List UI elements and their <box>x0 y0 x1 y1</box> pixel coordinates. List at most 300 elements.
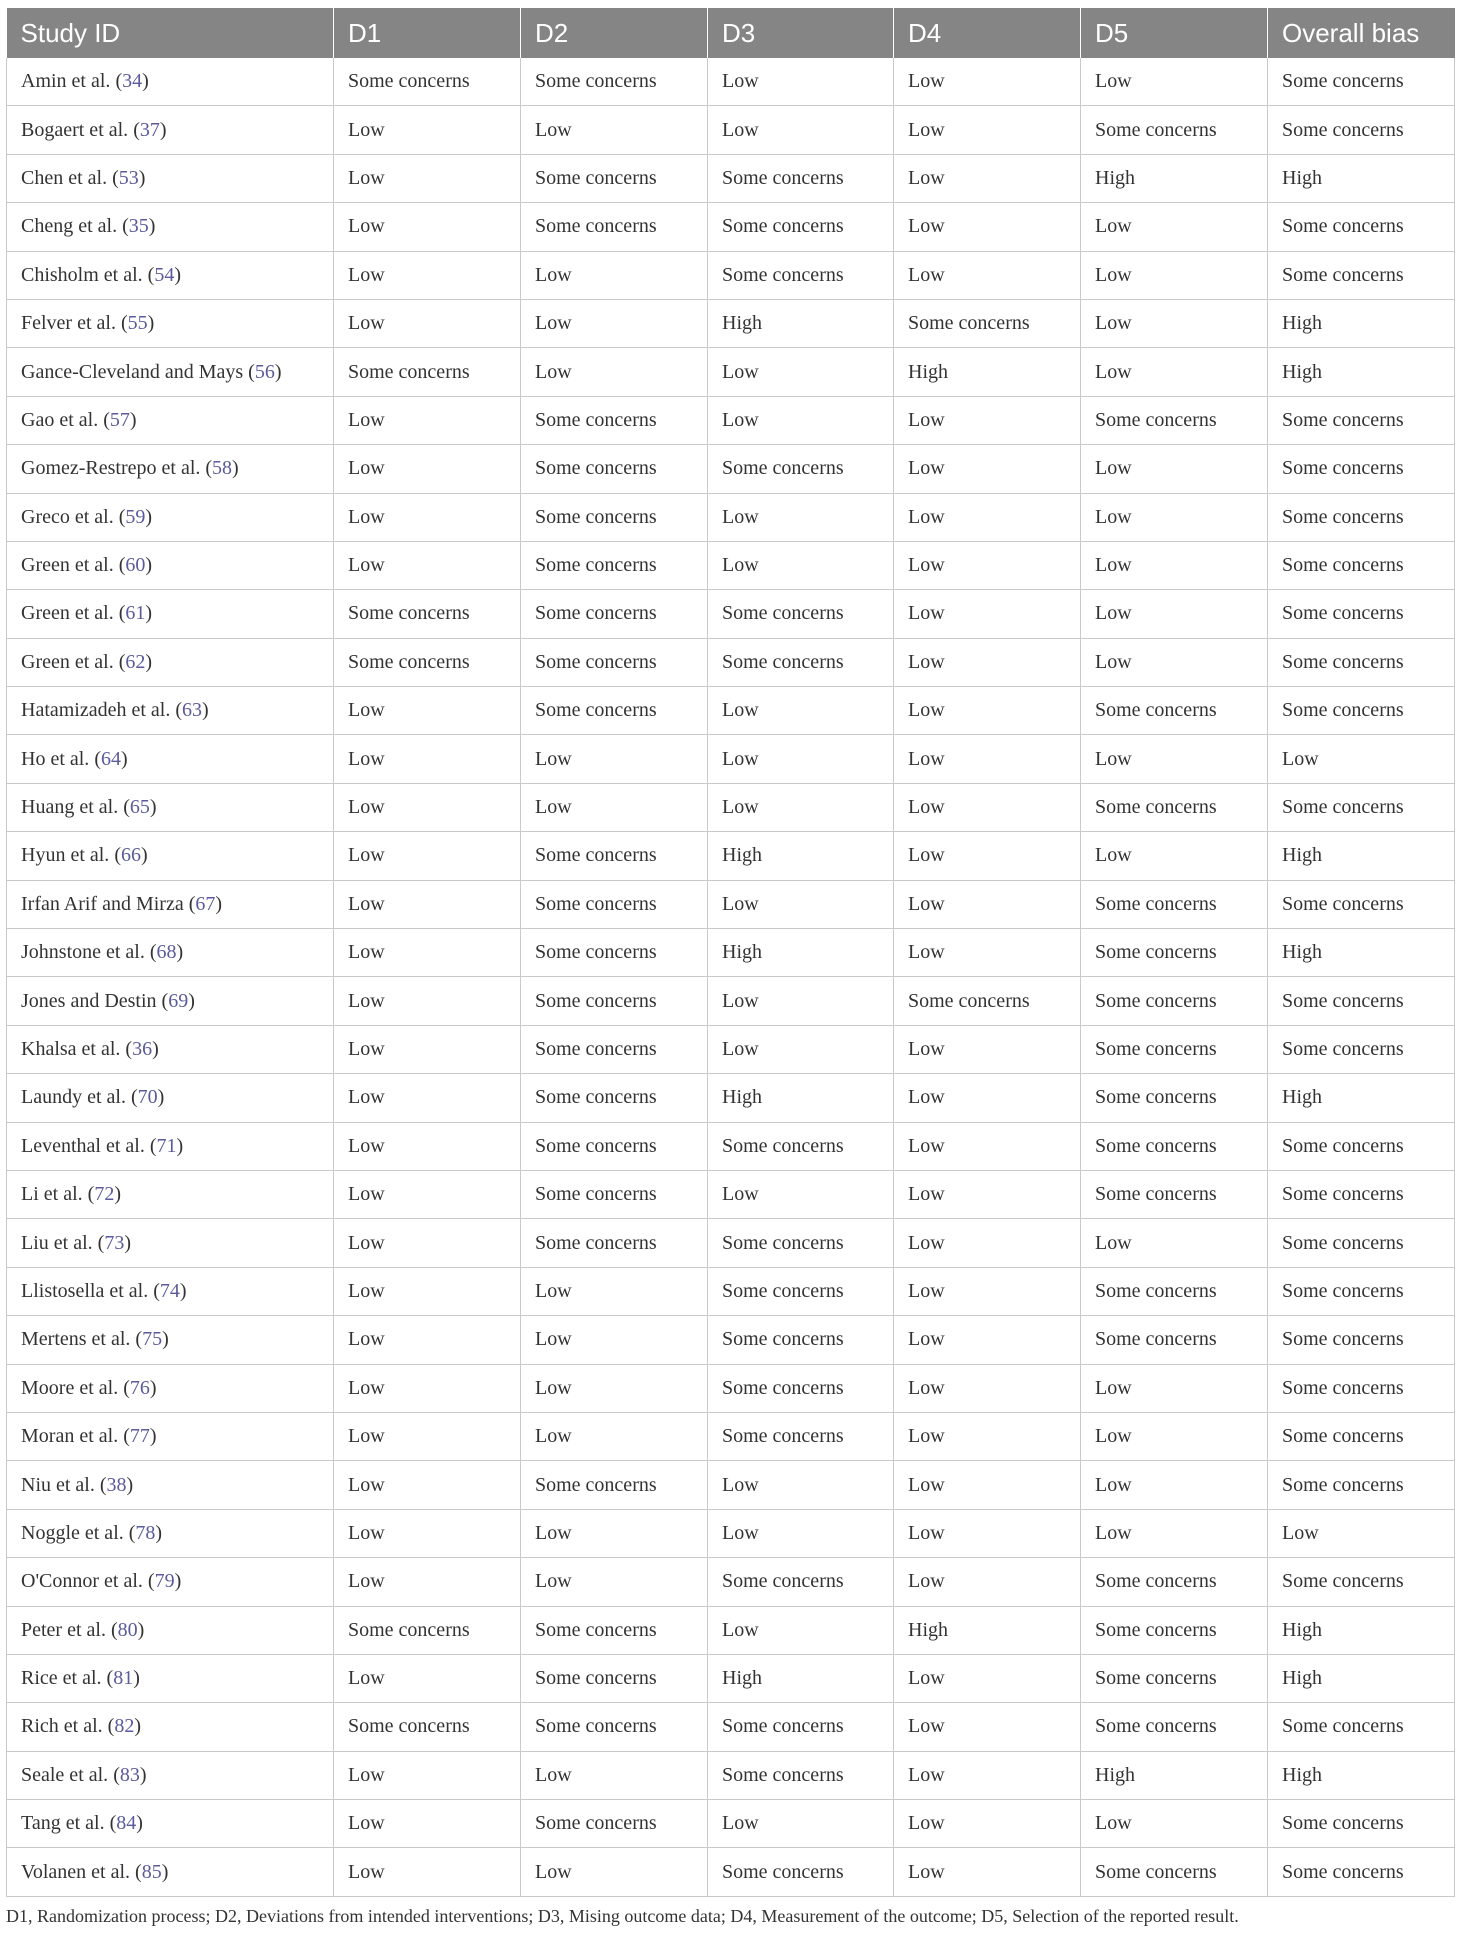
study-name: Greco et al. <box>21 505 114 528</box>
cell-overall-bias: Some concerns <box>1268 541 1455 589</box>
reference-link[interactable]: 70 <box>137 1086 158 1109</box>
table-row <box>7 1848 1455 1896</box>
cell-d3: Low <box>708 1025 894 1073</box>
cell-study-id: Jones and Destin (69) <box>7 977 334 1025</box>
cell-study-id: Johnstone et al. (68) <box>7 929 334 977</box>
cell-d1: Low <box>334 541 521 589</box>
cell-d5: Some concerns <box>1081 1074 1268 1122</box>
cell-d3: Some concerns <box>708 251 894 299</box>
reference-link[interactable]: 85 <box>141 1860 162 1883</box>
cell-d1: Low <box>334 880 521 928</box>
cell-overall-bias: Low <box>1268 1509 1455 1557</box>
cell-d5: Low <box>1081 1800 1268 1848</box>
cell-overall-bias: Some concerns <box>1268 977 1455 1025</box>
cell-d1: Low <box>334 1412 521 1460</box>
cell-d2: Some concerns <box>521 58 708 106</box>
cell-d5: Low <box>1081 1364 1268 1412</box>
cell-d3: Some concerns <box>708 590 894 638</box>
cell-overall-bias: High <box>1268 832 1455 880</box>
cell-d4: Low <box>894 493 1081 541</box>
cell-d2: Some concerns <box>521 203 708 251</box>
table-row <box>7 929 1455 977</box>
study-name: Jones and Destin <box>21 989 157 1012</box>
study-name: Volanen et al. <box>21 1860 131 1883</box>
cell-study-id: Green et al. (60) <box>7 541 334 589</box>
table-row <box>7 203 1455 251</box>
table-row <box>7 154 1455 202</box>
table-row <box>7 1461 1455 1509</box>
cell-d5: Some concerns <box>1081 1703 1268 1751</box>
table-row <box>7 493 1455 541</box>
reference-link[interactable]: 84 <box>116 1812 137 1835</box>
cell-d3: Low <box>708 1461 894 1509</box>
cell-overall-bias: High <box>1268 1074 1455 1122</box>
study-name: Mertens et al. <box>21 1328 131 1351</box>
cell-d2: Some concerns <box>521 1122 708 1170</box>
cell-d2: Low <box>521 1558 708 1606</box>
cell-d1: Low <box>334 251 521 299</box>
cell-d2: Some concerns <box>521 832 708 880</box>
cell-study-id: Tang et al. (84) <box>7 1800 334 1848</box>
cell-d2: Some concerns <box>521 1606 708 1654</box>
cell-d3: Low <box>708 1170 894 1218</box>
study-name: Bogaert et al. <box>21 118 129 141</box>
cell-d5: Some concerns <box>1081 1606 1268 1654</box>
cell-d4: Low <box>894 1074 1081 1122</box>
cell-overall-bias: Some concerns <box>1268 1316 1455 1364</box>
cell-d2: Some concerns <box>521 977 708 1025</box>
cell-overall-bias: Some concerns <box>1268 638 1455 686</box>
study-name: Laundy et al. <box>21 1086 126 1109</box>
cell-d5: Low <box>1081 1412 1268 1460</box>
table-row <box>7 880 1455 928</box>
cell-overall-bias: Some concerns <box>1268 396 1455 444</box>
study-name: Hyun et al. <box>21 844 110 867</box>
cell-overall-bias: Some concerns <box>1268 1412 1455 1460</box>
reference-link[interactable]: 36 <box>132 1038 153 1060</box>
table-row <box>7 977 1455 1025</box>
cell-overall-bias: Some concerns <box>1268 783 1455 831</box>
cell-d5: Low <box>1081 735 1268 783</box>
cell-d4: Low <box>894 590 1081 638</box>
reference-link[interactable]: 58 <box>212 457 233 480</box>
cell-d4: Low <box>894 783 1081 831</box>
cell-study-id: Li et al. (72) <box>7 1170 334 1218</box>
reference-link[interactable]: 53 <box>118 166 139 189</box>
cell-d4: Low <box>894 1848 1081 1896</box>
cell-d1: Low <box>334 977 521 1025</box>
cell-d4: Low <box>894 1219 1081 1267</box>
cell-d3: Some concerns <box>708 1558 894 1606</box>
cell-d5: High <box>1081 1751 1268 1799</box>
table-row <box>7 1751 1455 1799</box>
table-footnote: D1, Randomization process; D2, Deviations from intended interventions; D3, Mising outcome data; D4, Measurement of the outcome; D5, Selection of the reported result. <box>6 1906 1239 1926</box>
cell-d2: Some concerns <box>521 1654 708 1702</box>
table-row <box>7 251 1455 299</box>
cell-d4: Low <box>894 154 1081 202</box>
cell-d1: Some concerns <box>334 638 521 686</box>
cell-d5: Some concerns <box>1081 1654 1268 1702</box>
cell-d5: Low <box>1081 638 1268 686</box>
table-row <box>7 1412 1455 1460</box>
table-row <box>7 1316 1455 1364</box>
cell-d3: High <box>708 299 894 347</box>
cell-d2: Low <box>521 106 708 154</box>
cell-d5: Low <box>1081 299 1268 347</box>
cell-d5: Some concerns <box>1081 929 1268 977</box>
study-name: Ho et al. <box>21 747 90 770</box>
reference-link[interactable]: 64 <box>100 747 121 770</box>
reference-link[interactable]: 78 <box>135 1521 156 1544</box>
cell-d2: Low <box>521 1412 708 1460</box>
cell-study-id: Mertens et al. (75) <box>7 1316 334 1364</box>
table-row <box>7 541 1455 589</box>
reference-link[interactable]: 80 <box>117 1618 138 1641</box>
cell-d3: High <box>708 832 894 880</box>
cell-d4: Low <box>894 541 1081 589</box>
cell-d5: Some concerns <box>1081 1267 1268 1315</box>
cell-overall-bias: Some concerns <box>1268 445 1455 493</box>
table-row <box>7 106 1455 154</box>
cell-overall-bias: High <box>1268 1751 1455 1799</box>
cell-d5: Low <box>1081 348 1268 396</box>
cell-d5: Some concerns <box>1081 1848 1268 1896</box>
cell-study-id: Ho et al. (64) <box>7 735 334 783</box>
cell-d1: Low <box>334 1219 521 1267</box>
cell-study-id: Khalsa et al. (36) <box>7 1025 334 1073</box>
cell-d5: Some concerns <box>1081 880 1268 928</box>
cell-study-id: Irfan Arif and Mirza (67) <box>7 880 334 928</box>
cell-d1: Low <box>334 203 521 251</box>
cell-study-id: Greco et al. (59) <box>7 493 334 541</box>
study-name: Li et al. <box>21 1183 83 1206</box>
reference-link[interactable]: 59 <box>125 505 146 528</box>
cell-overall-bias: High <box>1268 1654 1455 1702</box>
reference-link[interactable]: 60 <box>125 554 146 577</box>
study-name: Felver et al. <box>21 312 116 335</box>
study-name: Niu et al. <box>21 1473 95 1496</box>
reference-link[interactable]: 56 <box>254 360 275 383</box>
cell-d4: Low <box>894 106 1081 154</box>
cell-d4: Low <box>894 1509 1081 1557</box>
table-row <box>7 1558 1455 1606</box>
study-name: Gao et al. <box>21 408 99 431</box>
cell-d2: Some concerns <box>521 880 708 928</box>
cell-d1: Low <box>334 687 521 735</box>
cell-d2: Some concerns <box>521 687 708 735</box>
cell-d2: Low <box>521 1316 708 1364</box>
table-row <box>7 1654 1455 1702</box>
cell-d1: Some concerns <box>334 348 521 396</box>
study-name: Huang et al. <box>21 796 119 819</box>
cell-d5: Low <box>1081 58 1268 106</box>
study-name: O'Connor et al. <box>21 1570 143 1593</box>
cell-d4: Low <box>894 735 1081 783</box>
cell-study-id: Green et al. (62) <box>7 638 334 686</box>
cell-overall-bias: Some concerns <box>1268 1170 1455 1218</box>
cell-d4: Low <box>894 1461 1081 1509</box>
cell-overall-bias: Some concerns <box>1268 106 1455 154</box>
cell-study-id: Hatamizadeh et al. (63) <box>7 687 334 735</box>
cell-study-id: Bogaert et al. (37) <box>7 106 334 154</box>
reference-link[interactable]: 57 <box>109 408 130 431</box>
reference-link[interactable]: 76 <box>129 1376 150 1399</box>
cell-d3: Low <box>708 1509 894 1557</box>
cell-d4: Low <box>894 1558 1081 1606</box>
cell-d3: Some concerns <box>708 1364 894 1412</box>
header-row <box>7 8 1455 58</box>
cell-d2: Some concerns <box>521 1170 708 1218</box>
cell-d5: Some concerns <box>1081 396 1268 444</box>
table-body <box>7 58 1455 1896</box>
cell-d5: Some concerns <box>1081 1025 1268 1073</box>
reference-link[interactable]: 38 <box>106 1473 127 1496</box>
reference-link[interactable]: 62 <box>125 650 146 673</box>
table-row <box>7 832 1455 880</box>
cell-overall-bias: Some concerns <box>1268 1267 1455 1315</box>
cell-d5: Low <box>1081 493 1268 541</box>
cell-d4: Low <box>894 1800 1081 1848</box>
study-name: Chisholm et al. <box>21 263 143 286</box>
cell-study-id: Hyun et al. (66) <box>7 832 334 880</box>
study-name: Green et al. <box>21 554 114 577</box>
study-name: Green et al. <box>21 602 114 625</box>
table-row <box>7 1509 1455 1557</box>
cell-d3: Low <box>708 977 894 1025</box>
cell-d4: Low <box>894 880 1081 928</box>
cell-study-id: Laundy et al. (70) <box>7 1074 334 1122</box>
cell-d2: Some concerns <box>521 929 708 977</box>
cell-overall-bias: High <box>1268 299 1455 347</box>
cell-d4: Low <box>894 203 1081 251</box>
cell-d4: High <box>894 348 1081 396</box>
cell-d2: Some concerns <box>521 154 708 202</box>
cell-d2: Some concerns <box>521 1219 708 1267</box>
table-row <box>7 590 1455 638</box>
study-name: Noggle et al. <box>21 1521 124 1544</box>
reference-link[interactable]: 55 <box>127 312 148 335</box>
study-name: Tang et al. <box>21 1812 105 1835</box>
reference-link[interactable]: 74 <box>159 1279 180 1302</box>
risk-of-bias-table <box>6 8 1455 1897</box>
cell-d5: Low <box>1081 251 1268 299</box>
cell-d3: Low <box>708 1800 894 1848</box>
study-name: Khalsa et al. <box>21 1038 121 1060</box>
header-d1: D1 <box>334 8 521 58</box>
reference-link[interactable]: 81 <box>113 1667 134 1690</box>
cell-overall-bias: Some concerns <box>1268 493 1455 541</box>
cell-d3: Some concerns <box>708 1751 894 1799</box>
table-row <box>7 1267 1455 1315</box>
cell-d3: Low <box>708 58 894 106</box>
study-name: Peter et al. <box>21 1618 106 1641</box>
cell-study-id: Gance-Cleveland and Mays (56) <box>7 348 334 396</box>
table-row <box>7 1219 1455 1267</box>
cell-d5: Low <box>1081 590 1268 638</box>
study-name: Gance-Cleveland and Mays <box>21 360 244 383</box>
study-name: Moran et al. <box>21 1425 119 1448</box>
cell-d1: Low <box>334 929 521 977</box>
cell-d1: Low <box>334 1364 521 1412</box>
cell-d4: High <box>894 1606 1081 1654</box>
reference-link[interactable]: 79 <box>154 1570 175 1593</box>
cell-d3: Low <box>708 348 894 396</box>
cell-d4: Low <box>894 1025 1081 1073</box>
header-d2: D2 <box>521 8 708 58</box>
cell-d3: Low <box>708 396 894 444</box>
table-header <box>7 8 1455 58</box>
study-name: Leventhal et al. <box>21 1134 145 1157</box>
cell-d3: Low <box>708 106 894 154</box>
cell-study-id: Amin et al. (34) <box>7 58 334 106</box>
cell-d1: Low <box>334 1751 521 1799</box>
cell-study-id: Chen et al. (53) <box>7 154 334 202</box>
cell-d4: Some concerns <box>894 977 1081 1025</box>
reference-link[interactable]: 72 <box>94 1183 115 1206</box>
cell-d1: Low <box>334 832 521 880</box>
cell-d2: Some concerns <box>521 590 708 638</box>
cell-overall-bias: Low <box>1268 735 1455 783</box>
cell-d4: Low <box>894 1412 1081 1460</box>
reference-link[interactable]: 61 <box>125 602 146 625</box>
table-row <box>7 396 1455 444</box>
cell-d2: Some concerns <box>521 638 708 686</box>
cell-study-id: Gomez-Restrepo et al. (58) <box>7 445 334 493</box>
cell-overall-bias: Some concerns <box>1268 1703 1455 1751</box>
cell-d1: Low <box>334 1848 521 1896</box>
cell-overall-bias: Some concerns <box>1268 1461 1455 1509</box>
cell-d2: Some concerns <box>521 1703 708 1751</box>
cell-d1: Some concerns <box>334 590 521 638</box>
reference-link[interactable]: 66 <box>120 844 141 867</box>
cell-d2: Low <box>521 1751 708 1799</box>
cell-d4: Low <box>894 1364 1081 1412</box>
cell-d5: Some concerns <box>1081 1122 1268 1170</box>
cell-d5: Low <box>1081 541 1268 589</box>
table-row <box>7 1122 1455 1170</box>
cell-study-id: Moore et al. (76) <box>7 1364 334 1412</box>
cell-d1: Some concerns <box>334 58 521 106</box>
reference-link[interactable]: 77 <box>129 1425 150 1448</box>
cell-d3: High <box>708 929 894 977</box>
study-name: Johnstone et al. <box>21 941 145 964</box>
reference-link[interactable]: 73 <box>104 1231 125 1254</box>
cell-overall-bias: Some concerns <box>1268 203 1455 251</box>
table-row <box>7 1074 1455 1122</box>
cell-study-id: Noggle et al. (78) <box>7 1509 334 1557</box>
cell-d2: Low <box>521 1364 708 1412</box>
cell-study-id: Seale et al. (83) <box>7 1751 334 1799</box>
reference-link[interactable]: 75 <box>142 1328 163 1351</box>
cell-d1: Low <box>334 154 521 202</box>
cell-overall-bias: Some concerns <box>1268 1848 1455 1896</box>
table-row <box>7 1606 1455 1654</box>
cell-d5: High <box>1081 154 1268 202</box>
cell-overall-bias: Some concerns <box>1268 58 1455 106</box>
reference-link[interactable]: 34 <box>122 70 143 93</box>
cell-study-id: Volanen et al. (85) <box>7 1848 334 1896</box>
reference-link[interactable]: 37 <box>139 118 160 141</box>
study-name: Irfan Arif and Mirza <box>21 892 184 915</box>
cell-d3: Low <box>708 493 894 541</box>
cell-d3: Some concerns <box>708 1412 894 1460</box>
cell-overall-bias: Some concerns <box>1268 687 1455 735</box>
reference-link[interactable]: 83 <box>119 1763 140 1786</box>
cell-d1: Low <box>334 1025 521 1073</box>
reference-link[interactable]: 69 <box>168 989 189 1012</box>
table-row <box>7 58 1455 106</box>
table-row <box>7 783 1455 831</box>
cell-d2: Low <box>521 299 708 347</box>
cell-d5: Low <box>1081 1509 1268 1557</box>
cell-d4: Low <box>894 396 1081 444</box>
reference-link[interactable]: 68 <box>156 941 177 964</box>
reference-link[interactable]: 35 <box>128 215 149 238</box>
cell-d2: Low <box>521 1509 708 1557</box>
cell-d5: Some concerns <box>1081 1316 1268 1364</box>
cell-d3: Low <box>708 735 894 783</box>
cell-d3: Low <box>708 541 894 589</box>
header-overall-bias: Overall bias <box>1268 8 1455 58</box>
cell-d1: Low <box>334 1461 521 1509</box>
cell-d1: Low <box>334 106 521 154</box>
cell-d4: Some concerns <box>894 299 1081 347</box>
cell-study-id: Huang et al. (65) <box>7 783 334 831</box>
reference-link[interactable]: 63 <box>182 699 203 722</box>
cell-d4: Low <box>894 1654 1081 1702</box>
study-name: Green et al. <box>21 650 114 673</box>
cell-overall-bias: Some concerns <box>1268 1219 1455 1267</box>
cell-d4: Low <box>894 1751 1081 1799</box>
cell-d3: Low <box>708 687 894 735</box>
cell-d5: Low <box>1081 203 1268 251</box>
cell-d4: Low <box>894 1703 1081 1751</box>
cell-overall-bias: High <box>1268 1606 1455 1654</box>
cell-overall-bias: High <box>1268 929 1455 977</box>
header-d3: D3 <box>708 8 894 58</box>
header-study-id: Study ID <box>7 8 334 58</box>
cell-d2: Some concerns <box>521 445 708 493</box>
cell-d4: Low <box>894 1316 1081 1364</box>
study-name: Liu et al. <box>21 1231 93 1254</box>
table-row <box>7 445 1455 493</box>
cell-d4: Low <box>894 687 1081 735</box>
cell-d3: Some concerns <box>708 638 894 686</box>
reference-link[interactable]: 65 <box>129 796 150 819</box>
cell-d2: Low <box>521 251 708 299</box>
cell-d3: Some concerns <box>708 445 894 493</box>
cell-study-id: Peter et al. (80) <box>7 1606 334 1654</box>
cell-d2: Low <box>521 783 708 831</box>
reference-link[interactable]: 82 <box>114 1715 135 1738</box>
cell-d3: Low <box>708 880 894 928</box>
table-row <box>7 1170 1455 1218</box>
cell-d4: Low <box>894 251 1081 299</box>
cell-d1: Low <box>334 1122 521 1170</box>
cell-d1: Low <box>334 1654 521 1702</box>
cell-d3: Some concerns <box>708 1122 894 1170</box>
reference-link[interactable]: 71 <box>156 1134 177 1157</box>
cell-d1: Low <box>334 735 521 783</box>
cell-d1: Low <box>334 493 521 541</box>
reference-link[interactable]: 67 <box>195 892 216 915</box>
reference-link[interactable]: 54 <box>154 263 175 286</box>
cell-d2: Some concerns <box>521 1074 708 1122</box>
cell-d2: Low <box>521 1848 708 1896</box>
cell-study-id: Cheng et al. (35) <box>7 203 334 251</box>
risk-of-bias-table-container <box>6 8 1454 1897</box>
study-name: Hatamizadeh et al. <box>21 699 171 722</box>
